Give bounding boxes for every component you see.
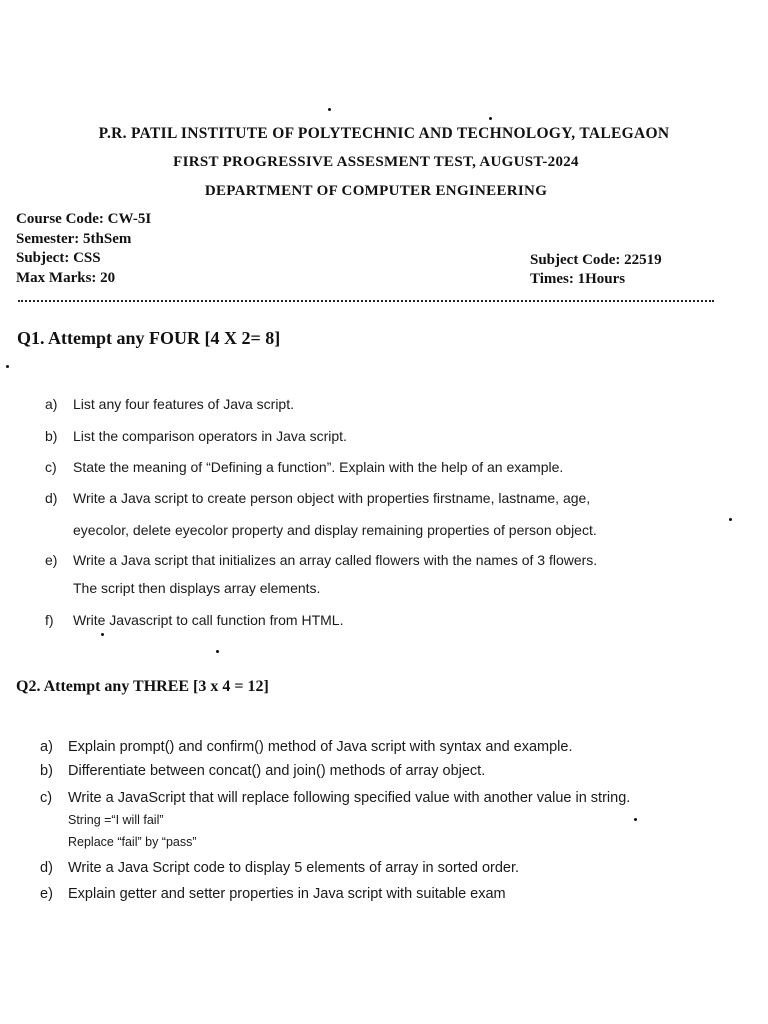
q2-item-c-string: String =“I will fail” [68,813,164,827]
item-text: List any four features of Java script. [73,396,294,412]
subject-code: Subject Code: 22519 [530,252,662,268]
item-label: c) [45,459,57,475]
department-title: DEPARTMENT OF COMPUTER ENGINEERING [204,183,548,199]
item-label: d) [45,490,58,506]
item-text: Write a Java script to create person object with properties firstname, lastname, age, [73,490,591,506]
test-title: FIRST PROGRESSIVE ASSESMENT TEST, AUGUST-2024 [173,154,579,170]
subject: Subject: CSS [16,250,101,266]
scan-speck [216,650,219,653]
item-text: Write a Java Script code to display 5 elements of array in sorted order. [68,860,520,876]
q2-item-c-replace: Replace “fail” by “pass” [68,835,197,849]
item-text: Write a Java script that initializes an array called flowers with the names of 3 flowers. [73,552,598,568]
item-label: a) [45,396,58,412]
scan-speck [101,633,104,636]
item-text: Differentiate between concat() and join() methods of array object. [68,763,486,779]
item-label: b) [45,428,58,444]
scan-speck [6,365,9,368]
item-text: State the meaning of “Defining a function”. Explain with the help of an example. [73,459,564,475]
semester: Semester: 5thSem [16,231,132,247]
separator-rule [18,300,714,302]
institute-title: P.R. PATIL INSTITUTE OF POLYTECHNIC AND TECHNOLOGY, TALEGAON [98,125,670,142]
item-label: c) [40,790,53,806]
item-label: b) [40,763,53,779]
max-marks: Max Marks: 20 [16,270,116,286]
duration: Times: 1Hours [530,271,626,287]
item-label: e) [45,552,58,568]
item-text: Explain getter and setter properties in Java script with suitable exam [68,886,506,902]
item-text: Explain prompt() and confirm() method of Java script with syntax and example. [68,739,573,755]
scan-speck [634,818,637,821]
scan-speck [729,518,732,521]
q1-heading: Q1. Attempt any FOUR [4 X 2= 8] [17,328,281,348]
item-text: List the comparison operators in Java script. [73,428,347,444]
item-text: Write Javascript to call function from HTML. [73,612,344,628]
q1-item-d-continued: eyecolor, delete eyecolor property and display remaining properties of person object. [73,522,597,538]
item-label: d) [40,860,53,876]
course-code: Course Code: CW-5I [16,211,152,227]
item-label: f) [45,612,54,628]
item-label: e) [40,886,53,902]
q1-item-e-continued: The script then displays array elements. [73,580,321,596]
item-label: a) [40,739,53,755]
item-text: Write a JavaScript that will replace following specified value with another value in string. [68,790,631,806]
scan-speck [328,108,331,111]
scan-speck [489,117,492,120]
q2-heading: Q2. Attempt any THREE [3 x 4 = 12] [16,678,269,695]
